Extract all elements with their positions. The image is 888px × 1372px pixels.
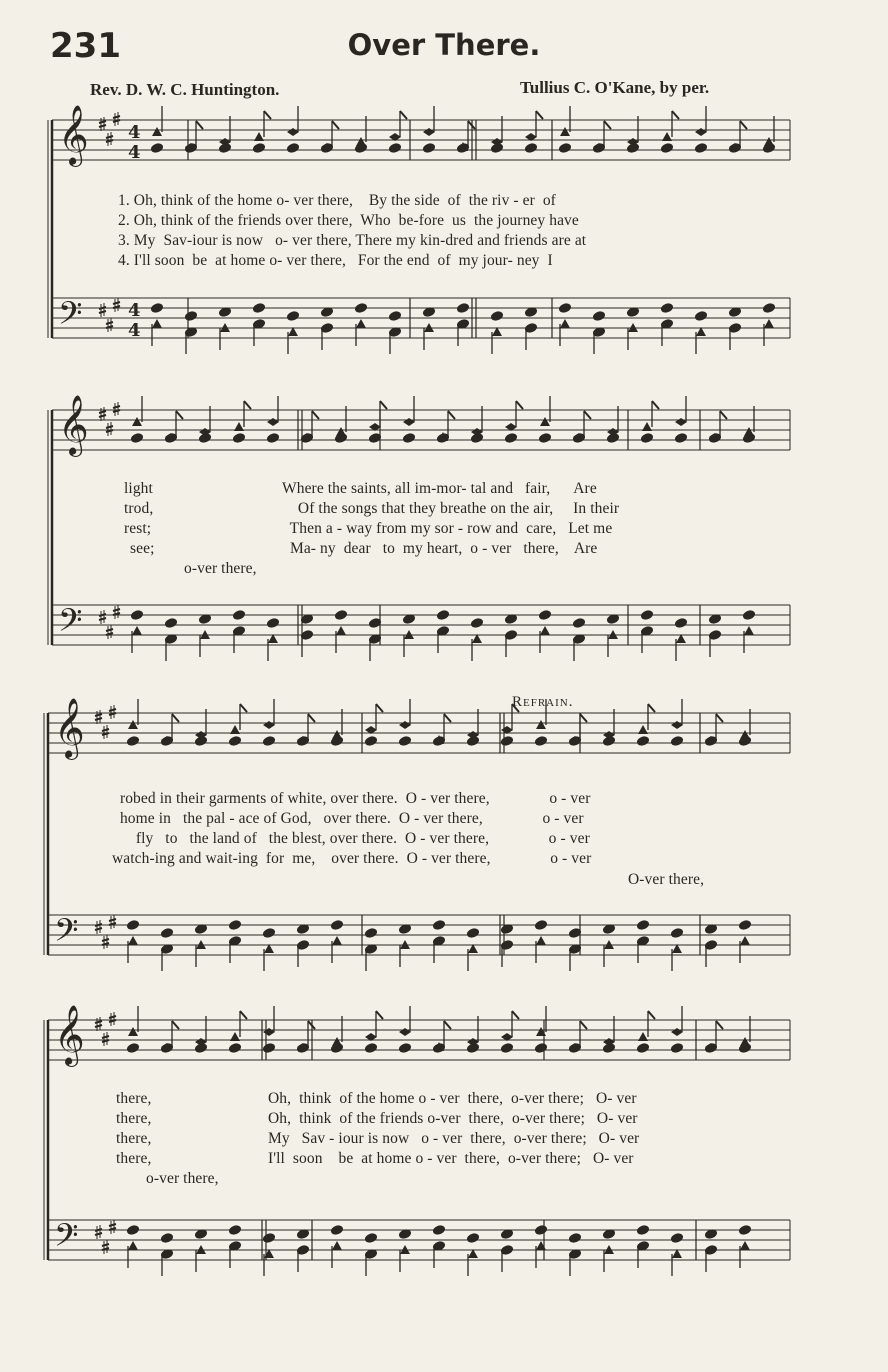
svg-text:4: 4 xyxy=(128,320,141,341)
svg-text:𝄢: 𝄢 xyxy=(54,912,79,956)
lyric-line: Ma- ny dear to my heart, o - ver there, Are xyxy=(282,540,598,557)
lyric-line: fly to the land of the blest, over there. O - ver there, o - ver xyxy=(112,830,590,847)
refrain-label: Refrain. xyxy=(512,694,574,710)
lyric-line: there, xyxy=(116,1130,152,1147)
lyric-line: Of the songs that they breathe on the air, In their xyxy=(282,500,620,517)
svg-text:𝄞: 𝄞 xyxy=(54,698,85,758)
svg-text:4: 4 xyxy=(128,142,141,163)
lyric-line: there, xyxy=(116,1090,152,1107)
lyric-line: Oh, think of the friends o-ver there, o-ver there; O- ver xyxy=(268,1110,638,1127)
lyric-line: I'll soon be at home o - ver there, o-ver there; O- ver xyxy=(268,1150,634,1167)
lyric-line: rest; xyxy=(124,520,152,537)
lyric-line: Then a - way from my sor - row and care, Let me xyxy=(282,520,613,537)
lyric-line: there, xyxy=(116,1150,152,1167)
lyric-line: Where the saints, all im-mor- tal and fair, Are xyxy=(282,480,597,497)
lyric-line: 1. Oh, think of the home o- ver there, By the side of the riv - er of xyxy=(118,192,556,209)
svg-text:𝄞: 𝄞 xyxy=(54,1005,85,1065)
lyric-line: 4. I'll soon be at home o- ver there, For the end of my jour- ney I xyxy=(118,252,553,269)
svg-text:4: 4 xyxy=(128,300,141,321)
bass-lyric: O-ver there, xyxy=(628,871,705,888)
hymn-title: Over There. xyxy=(347,28,541,62)
lyric-line: there, xyxy=(116,1110,152,1127)
composer-credit: Tullius C. O'Kane, by per. xyxy=(520,78,710,97)
svg-text:𝄢: 𝄢 xyxy=(58,295,83,339)
lyric-line: light xyxy=(124,480,153,497)
bass-lyric: o-ver there, xyxy=(146,1170,219,1187)
svg-text:𝄢: 𝄢 xyxy=(58,602,83,646)
bass-lyric: o-ver there, xyxy=(184,560,257,577)
lyric-line: 2. Oh, think of the friends over there, Who be-fore us the journey have xyxy=(118,212,579,229)
lyric-line: home in the pal - ace of God, over there. O - ver there, o - ver xyxy=(112,810,584,827)
lyric-line: 3. My Sav-iour is now o- ver there, There my kin-dred and friends are at xyxy=(118,232,587,249)
lyric-line: watch-ing and wait-ing for me, over there. O - ver there, o - ver xyxy=(112,850,592,867)
hymn-number: 231 xyxy=(50,26,121,66)
lyric-line: trod, xyxy=(124,500,154,517)
svg-text:4: 4 xyxy=(128,122,141,143)
svg-text:𝄢: 𝄢 xyxy=(54,1217,79,1261)
lyric-line: My Sav - iour is now o - ver there, o-ver there; O- ver xyxy=(268,1130,640,1147)
lyric-line: robed in their garments of white, over there. O - ver there, o - ver xyxy=(112,790,591,807)
lyric-line: Oh, think of the home o - ver there, o-ver there; O- ver xyxy=(268,1090,637,1107)
svg-text:𝄞: 𝄞 xyxy=(58,395,89,455)
lyric-line: see; xyxy=(130,540,155,557)
svg-text:𝄞: 𝄞 xyxy=(58,105,89,165)
author-credit: Rev. D. W. C. Huntington. xyxy=(90,80,280,99)
